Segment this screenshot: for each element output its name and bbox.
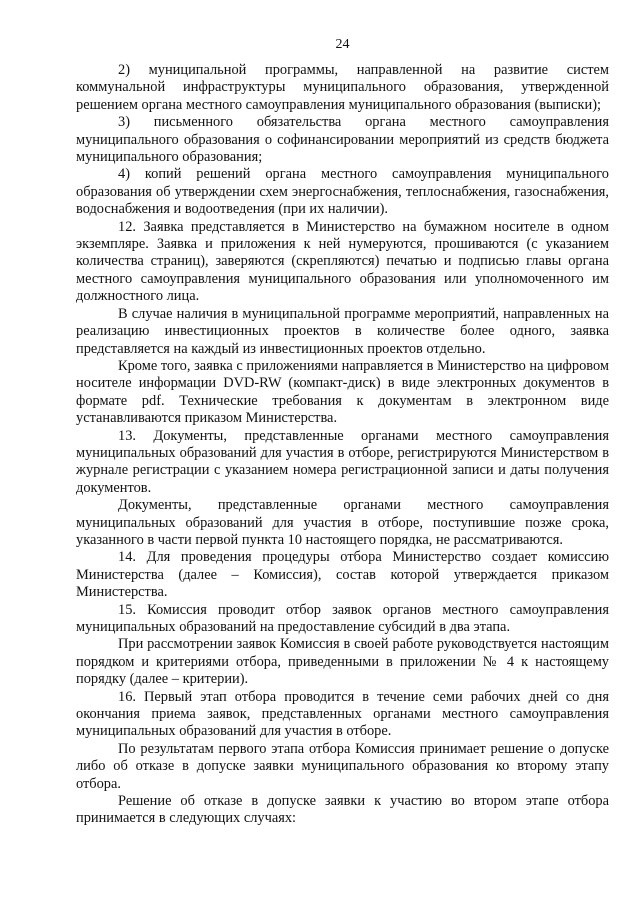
- paragraph-clause-12: 12. Заявка представляется в Министерство на бумажном носителе в одном экземпляре. Заявка и приложения к ней нумеруются, прошиваются (с указанием количества страниц), заверяются (скрепляются) печатью и подписью главы органа местного самоуправления муниципального образования или уполномоченного им должностного лица.: [76, 218, 609, 305]
- paragraph-clause-15: 15. Комиссия проводит отбор заявок органов местного самоуправления муниципальных образований на предоставление субсидий в два этапа.: [76, 601, 609, 635]
- page-number: 24: [335, 37, 350, 52]
- paragraph-clause-16-refusal-cases: Решение об отказе в допуске заявки к участию во втором этапе отбора принимается в следующих случаях:: [76, 793, 609, 827]
- paragraph-item-3: 3) письменного обязательства органа местного самоуправления муниципального образования о софинансировании мероприятий из средств бюджета муниципального образования;: [76, 114, 609, 166]
- paragraph-clause-13: 13. Документы, представленные органами местного самоуправления муниципальных образований для участия в отборе, регистрируются Министерством в журнале регистрации с указанием номера регистрационной записи и даты получения документов.: [76, 427, 609, 496]
- paragraph-clause-15-criteria: При рассмотрении заявок Комиссия в своей работе руководствуется настоящим порядком и критериями отбора, приведенными в приложении № 4 к настоящему порядку (далее – критерии).: [76, 636, 609, 688]
- paragraph-clause-16-decision: По результатам первого этапа отбора Комиссия принимает решение о допуске либо об отказе в допуске заявки муниципального образования ко второму этапу отбора.: [76, 740, 609, 792]
- paragraph-item-4: 4) копий решений органа местного самоуправления муниципального образования об утверждении схем энергоснабжения, теплоснабжения, газоснабжения, водоснабжения и водоотведения (при их наличии).: [76, 166, 609, 218]
- paragraph-item-2: 2) муниципальной программы, направленной на развитие систем коммунальной инфраструктуры муниципального образования, утвержденной решением органа местного самоуправления муниципального образования (выписки);: [76, 62, 609, 113]
- paragraph-clause-16: 16. Первый этап отбора проводится в течение семи рабочих дней со дня окончания приема заявок, представленных органами местного самоуправления муниципальных образований для участия в отборе.: [76, 688, 609, 740]
- document-page: [76, 36, 609, 828]
- paragraph-clause-12-multiple-projects: В случае наличия в муниципальной программе мероприятий, направленных на реализацию инвестиционных проектов в количестве более одного, заявка представляется на каждый из инвестиционных проектов отдельно.: [76, 305, 609, 357]
- paragraph-clause-12-digital-copy: Кроме того, заявка с приложениями направляется в Министерство на цифровом носителе информации DVD-RW (компакт-диск) в виде электронных документов в формате pdf. Технические требования к документам в электронном виде устанавливаются приказом Министерства.: [76, 357, 609, 427]
- paragraph-clause-14: 14. Для проведения процедуры отбора Министерство создает комиссию Министерства (далее – Комиссия), состав которой утверждается приказом Министерства.: [76, 549, 609, 601]
- paragraph-clause-13-late-documents: Документы, представленные органами местного самоуправления муниципальных образований для участия в отборе, поступившие позже срока, указанного в части первой пункта 10 настоящего порядка, не рассматриваются.: [76, 497, 609, 548]
